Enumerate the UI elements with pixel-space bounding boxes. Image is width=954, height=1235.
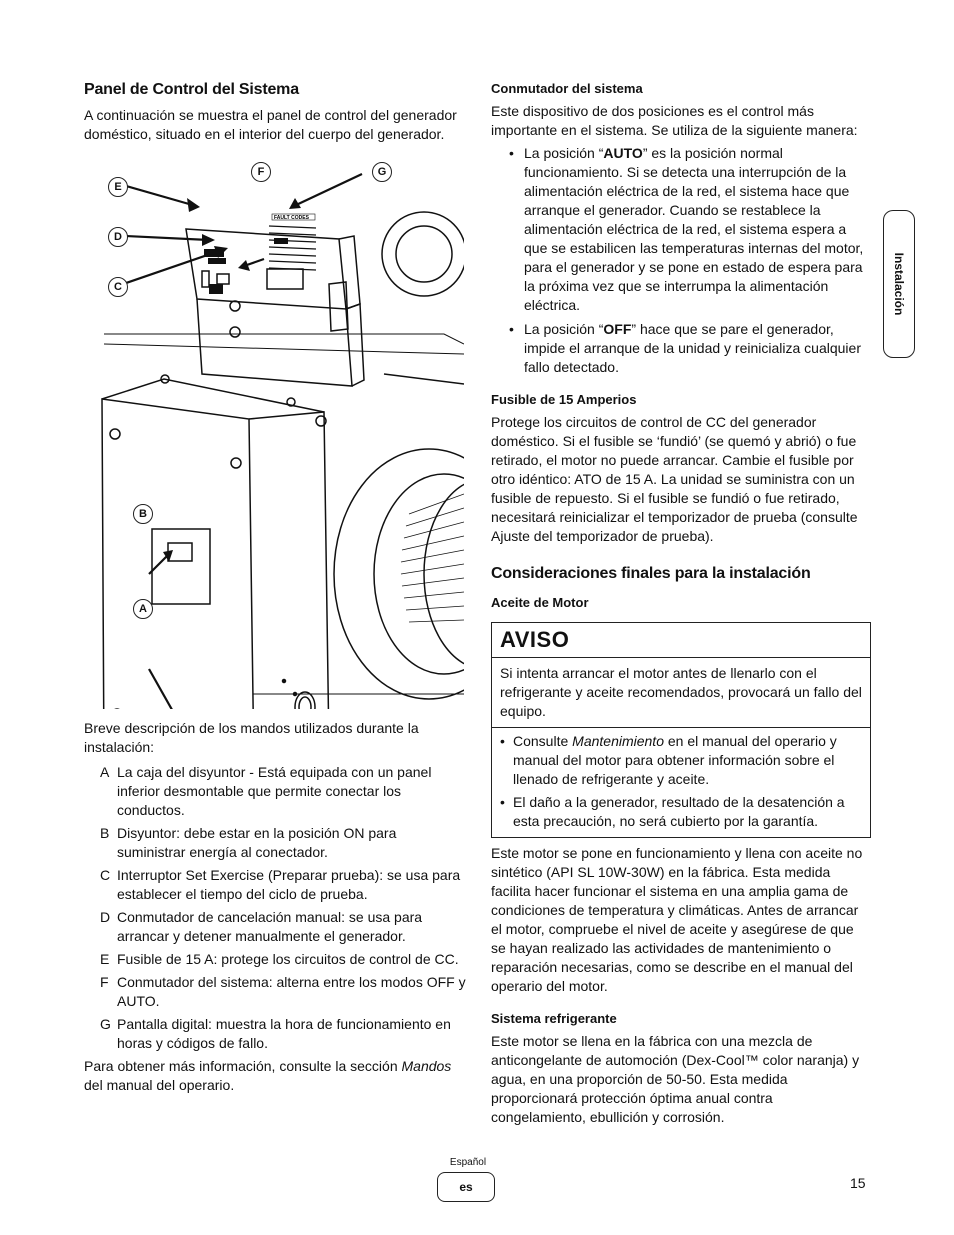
control-item-c: C Interruptor Set Exercise (Preparar prueba): se usa para establecer el tiempo del ciclo de prueba. — [100, 867, 461, 902]
control-item-a: A La caja del disyuntor - Está equipada con un panel inferior desmontable que permite conectar los conductos. — [100, 764, 432, 818]
control-item-b: B Disyuntor: debe estar en la posición ON para suministrar energía al conectador. — [100, 825, 397, 860]
switch-heading: Conmutador del sistema — [491, 81, 643, 96]
control-item-e: E Fusible de 15 A: protege los circuitos de control de CC. — [100, 951, 459, 967]
coolant-heading: Sistema refrigerante — [491, 1011, 617, 1026]
control-item-g: G Pantalla digital: muestra la hora de funcionamiento en horas y códigos de fallo. — [100, 1016, 451, 1051]
notice-bullet-2: • El daño a la generador, resultado de la desatención a esta precaución, no será cubierto por la garantía. — [500, 793, 862, 831]
section-tab: Instalación — [883, 210, 915, 358]
notice-bullets — [492, 728, 870, 837]
generator-illustration — [84, 154, 464, 709]
callout-e: E — [108, 177, 128, 197]
callout-c: C — [108, 277, 128, 297]
control-item-d: D Conmutador de cancelación manual: se usa para arrancar y detener manualmente el generador. — [100, 909, 423, 944]
callout-b: B — [133, 504, 153, 524]
section-heading: Panel de Control del Sistema — [84, 81, 299, 98]
notice-bullet-1: • Consulte Mantenimiento en el manual del operario y manual del motor para obtener información sobre el llenado de refrigerante y aceite. — [500, 732, 862, 789]
switch-intro: Este dispositivo de dos posiciones es el control más importante en el sistema. Se utiliza de la siguiente manera: — [491, 103, 858, 138]
off-position-item: • La posición “OFF” hace que se pare el generador, impide el arranque de la unidad y reinicializa cualquier fallo detectado. — [491, 320, 871, 377]
more-info-paragraph: Para obtener más información, consulte la sección Mandos del manual del operario. — [84, 1058, 452, 1093]
left-column — [84, 80, 468, 1095]
control-list — [84, 763, 468, 1053]
fuse-paragraph: Protege los circuitos de control de CC del generador doméstico. Si el fusible se ‘fundió’ (se quemó y abrió) o fue retirado, el motor no puede arrancar. Cambie el fusible por otro idéntico: ATO de 15 A. La unidad se suministra con un fusible de repuesto. Si el fusible se fundió o fue retirado, necesitará reinicializar el temporizador de prueba (consulte Ajuste del temporizador de prueba). — [491, 414, 858, 544]
final-considerations-heading: Consideraciones finales para la instalación — [491, 565, 811, 582]
callout-d: D — [108, 227, 128, 247]
oil-heading: Aceite de Motor — [491, 595, 589, 610]
callout-f: F — [251, 162, 271, 182]
auto-position-item: • La posición “AUTO” es la posición normal funcionamiento. Si se detecta una interrupción de la alimentación eléctrica de la red, el sistema hace que arranque el generador. Cuando se restablece la alimentación eléctrica de la red, el sistema espera a que se estabilicen las temperaturas internas del motor, para el generador y se pone en estado de espera para la próxima vez que se interrumpa la alimentación eléctrica. — [491, 144, 871, 315]
oil-paragraph: Este motor se pone en funcionamiento y llena con aceite no sintético (API SL 10W-30W) en la fábrica. Esta medida facilita hacer funcionar el sistema en una amplia gama de condiciones de temperatura y climáticas. Antes de arrancar el motor, compruebe el nivel de aceite y asegúrese de que se hayan realizado las actividades de mantenimiento o reparación necesarias, como se describe en el manual del operario del motor. — [491, 845, 863, 994]
fuse-heading: Fusible de 15 Amperios — [491, 392, 637, 407]
language-code-badge: es — [437, 1172, 495, 1202]
notice-body: Si intenta arrancar el motor antes de llenarlo con el refrigerante y aceite recomendados, provocará un fallo del equipo. — [492, 658, 870, 728]
intro-paragraph: A continuación se muestra el panel de control del generador doméstico, situado en el interior del cuerpo del generador. — [84, 107, 457, 142]
control-item-f: F Conmutador del sistema: alterna entre los modos OFF y AUTO. — [100, 974, 466, 1009]
right-column — [491, 80, 871, 1127]
callout-g: G — [372, 162, 392, 182]
language-label: Español — [449, 1157, 487, 1168]
notice-box — [491, 622, 871, 838]
coolant-paragraph: Este motor se llena en la fábrica con una mezcla de anticongelante de automoción (Dex-Cool™ color naranja) y agua, en una proporción de 50-50. Esta medida proporcionará protección óptima anual contra congelamiento, ebullición y corrosión. — [491, 1033, 860, 1125]
panel-fault-codes-label: FAULT CODES — [274, 215, 309, 221]
control-panel-figure — [84, 154, 464, 709]
callout-a: A — [133, 599, 153, 619]
switch-positions-list — [491, 144, 871, 377]
brief-description: Breve descripción de los mandos utilizados durante la instalación: — [84, 720, 419, 755]
page-number: 15 — [850, 1175, 866, 1191]
notice-title: AVISO — [492, 623, 870, 658]
